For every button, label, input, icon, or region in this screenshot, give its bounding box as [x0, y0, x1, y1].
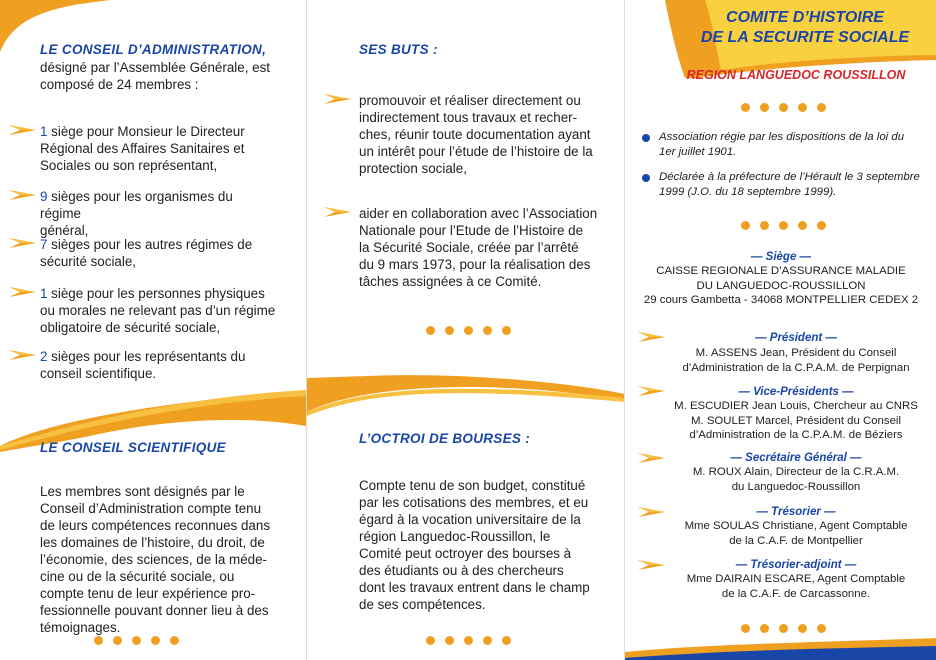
body-line: Compte tenu de son budget, constitué — [359, 478, 586, 493]
bullet-icon — [642, 134, 650, 142]
note-line: Association régie par les dispositions de la loi du — [659, 131, 905, 143]
item-number: 1 — [40, 124, 48, 139]
conseil-admin-intro-1: désigné par l’Assemblée Générale, est — [40, 60, 271, 75]
note-line: 1er juillet 1901. — [659, 145, 737, 158]
body-line: des étudiants ou à des chercheurs — [359, 563, 564, 578]
list-item — [40, 123, 272, 174]
dot-separator — [741, 620, 836, 630]
role-label: — Vice-Présidents — — [738, 386, 854, 398]
item-line: sièges pour les représentants du — [47, 349, 246, 364]
arrow-bullet-icon — [323, 205, 353, 219]
goal-line: aider en collaboration avec l’Association — [359, 206, 598, 221]
body-line: l’économie, des sciences, de la méde- — [40, 552, 268, 567]
bullet-icon — [642, 174, 650, 182]
item-line: sécurité sociale, — [40, 254, 137, 269]
item-line: siège pour Monsieur le Directeur — [47, 124, 245, 139]
role-holder — [665, 572, 927, 601]
note-line: Déclarée à la préfecture de l’Hérault le 3 septembre — [659, 171, 920, 183]
note-line: 1999 (J.O. du 18 septembre 1999). — [659, 185, 837, 198]
arrow-bullet-icon — [8, 188, 38, 202]
role-line: de la C.A.F. de Carcassonne. — [721, 587, 871, 600]
arrow-bullet-icon — [637, 384, 667, 398]
region-title: REGION LANGUEDOC ROUSSILLON — [686, 68, 906, 82]
note-item — [659, 130, 929, 159]
arrow-bullet-icon — [8, 348, 38, 362]
bourses-title: L’OCTROI DE BOURSES : — [359, 431, 531, 446]
blue-bottom-band — [625, 628, 936, 660]
arrow-bullet-icon — [637, 505, 667, 519]
body-line: fessionnelle pouvant donner lieu à des — [40, 603, 269, 618]
dot-separator — [741, 99, 836, 109]
title-line: COMITE D’HISTOIRE — [726, 9, 884, 26]
goal-line: un intérêt pour l’étude de l’histoire de la — [359, 144, 593, 159]
body-line: région Languedoc-Roussillon, le — [359, 529, 551, 544]
goal-line: tâches assignées à ce Comité. — [359, 274, 542, 289]
address-line: CAISSE REGIONALE D’ASSURANCE MALADIE — [656, 265, 906, 277]
panel-conseil — [0, 0, 306, 660]
dot-separator — [94, 632, 189, 642]
goal-item — [359, 205, 599, 290]
item-line: sièges pour les autres régimes de — [47, 237, 253, 252]
dot-separator — [426, 322, 521, 332]
body-line: égard à la vocation universitaire de la — [359, 512, 581, 527]
item-line: conseil scientifique. — [40, 366, 157, 381]
body-line: cine ou de la sécurité sociale, ou — [40, 569, 235, 584]
role-holder — [665, 465, 927, 494]
goal-line: la Sécurité Sociale, créée par l’arrêté — [359, 240, 579, 255]
item-number: 7 — [40, 237, 48, 252]
item-number: 9 — [40, 189, 48, 204]
body-line: Comité peut octroyer des bourses à — [359, 546, 572, 561]
panel-buts — [306, 0, 625, 660]
arrow-bullet-icon — [637, 451, 667, 465]
goal-line: Nationale pour l’Etude de l’Histoire de — [359, 223, 584, 238]
item-line: obligatoire de sécurité sociale, — [40, 320, 221, 335]
list-item — [40, 285, 280, 336]
body-line: par les cotisations des membres, et eu — [359, 495, 589, 510]
goal-line: du 9 mars 1973, pour la réalisation des — [359, 257, 591, 272]
title-line: DE LA SECURITE SOCIALE — [700, 29, 910, 46]
address-line: DU LANGUEDOC-ROUSSILLON — [696, 279, 866, 292]
item-number: 2 — [40, 349, 48, 364]
list-item — [40, 348, 272, 382]
conseil-admin-intro-2: composé de 24 membres : — [40, 77, 199, 92]
body-line: de leurs compétences reconnues dans — [40, 518, 271, 533]
arrow-bullet-icon — [323, 92, 353, 106]
role-line: M. ASSENS Jean, Président du Conseil — [695, 347, 897, 359]
role-label: — Trésorier — — [756, 506, 836, 518]
body-line: témoignages. — [40, 620, 121, 635]
item-line: Sociales ou son représentant, — [40, 158, 218, 173]
role-label: — Secrétaire Général — — [730, 452, 862, 464]
goal-line: ches, réunir toute documentation ayant — [359, 127, 591, 142]
body-line: de ses compétences. — [359, 597, 486, 612]
arrow-bullet-icon — [8, 285, 38, 299]
conseil-scientifique-title: LE CONSEIL SCIENTIFIQUE — [40, 440, 226, 455]
list-item — [40, 188, 275, 239]
role-line: M. SOULET Marcel, Président du Conseil — [691, 414, 901, 427]
role-line: Mme SOULAS Christiane, Agent Comptable — [684, 520, 908, 532]
role-line: de la C.A.F. de Montpellier — [729, 534, 863, 547]
role-label: — Trésorier-adjoint — — [735, 559, 857, 571]
item-line: Régional des Affaires Sanitaires et — [40, 141, 245, 156]
role-line: d’Administration de la C.P.A.M. de Perpignan — [682, 361, 910, 374]
body-line: les domaines de l’histoire, du droit, de — [40, 535, 265, 550]
arrow-bullet-icon — [637, 558, 667, 572]
body-line: Les membres sont désignés par le — [40, 484, 245, 499]
item-line: général, — [40, 223, 89, 238]
goal-item — [359, 92, 599, 177]
item-line: siège pour les personnes physiques — [47, 286, 265, 301]
orange-swoosh-middle — [307, 372, 625, 432]
role-label: — Président — — [755, 332, 837, 344]
role-holder — [665, 346, 927, 375]
siege-label: — Siège — — [750, 251, 812, 263]
dot-separator — [741, 217, 836, 227]
item-line: ou morales ne relevant pas d’un régime — [40, 303, 276, 318]
buts-title: SES BUTS : — [359, 42, 438, 57]
role-holder — [665, 399, 927, 443]
arrow-bullet-icon — [8, 236, 38, 250]
goal-line: promouvoir et réaliser directement ou — [359, 93, 581, 108]
role-line: Mme DAIRAIN ESCARE, Agent Comptable — [686, 573, 906, 585]
goal-line: indirectement tous travaux et recher- — [359, 110, 578, 125]
dot-separator — [426, 632, 521, 642]
role-line: du Languedoc-Roussillon — [731, 480, 861, 493]
conseil-admin-title: LE CONSEIL D’ADMINISTRATION, — [40, 42, 267, 57]
body-line: Conseil d’Administration compte tenu — [40, 501, 262, 516]
siege-address — [625, 264, 936, 308]
role-line: d’Administration de la C.P.A.M. de Béziers — [689, 429, 903, 441]
conseil-scientifique-body — [40, 483, 272, 636]
arrow-bullet-icon — [8, 123, 38, 137]
role-holder — [665, 519, 927, 548]
body-line: compte tenu de leur expérience pro- — [40, 586, 256, 601]
item-number: 1 — [40, 286, 48, 301]
list-item — [40, 236, 272, 270]
arrow-bullet-icon — [637, 330, 667, 344]
bourses-body — [359, 477, 599, 613]
role-line: M. ROUX Alain, Directeur de la C.R.A.M. — [692, 466, 900, 478]
body-line: dont les travaux entrent dans le champ — [359, 580, 590, 595]
main-title — [685, 8, 925, 48]
panel-cover — [624, 0, 936, 660]
goal-line: protection sociale, — [359, 161, 467, 176]
address-line: 29 cours Gambetta - 34068 MONTPELLIER CEDEX 2 — [643, 294, 919, 306]
item-line: sièges pour les organismes du régime — [40, 189, 233, 221]
role-line: M. ESCUDIER Jean Louis, Chercheur au CNRS — [674, 400, 918, 412]
note-item — [659, 170, 929, 199]
